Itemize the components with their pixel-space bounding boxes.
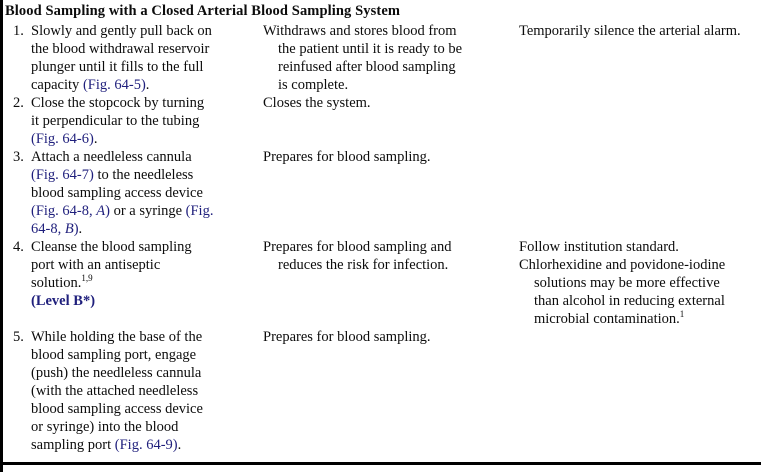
table-row bbox=[3, 148, 761, 238]
procedure-table bbox=[3, 22, 761, 454]
text-run: . bbox=[177, 437, 182, 453]
figure-link[interactable]: (Fig. 64-6) bbox=[31, 131, 94, 147]
step-text bbox=[31, 328, 214, 454]
considerations-cell bbox=[519, 238, 761, 328]
rationale-cell bbox=[255, 94, 519, 112]
figure-link[interactable]: B bbox=[64, 221, 74, 237]
rationale-cell bbox=[255, 22, 519, 94]
table-title: Blood Sampling with a Closed Arterial Blood Sampling System bbox=[5, 3, 401, 19]
text-run: Follow institution standard. bbox=[519, 239, 679, 255]
table-row bbox=[3, 238, 761, 328]
rationale-text: Prepares for blood sampling. bbox=[263, 329, 431, 345]
text-run: Chlorhexidine and povidone-iodine solutions may be more effective than alcohol in reducing external microbial contamination. bbox=[519, 257, 726, 327]
level-of-evidence-label: (Level B*) bbox=[31, 293, 96, 309]
rationale-cell bbox=[255, 148, 519, 166]
consideration-text bbox=[519, 22, 744, 40]
reference-superscript: 1 bbox=[679, 309, 685, 320]
text-run: Close the stopcock by turning it perpendicular to the tubing bbox=[31, 95, 205, 129]
reference-superscript: 1,9 bbox=[81, 273, 93, 284]
considerations-cell bbox=[519, 22, 761, 40]
table-row bbox=[3, 328, 761, 454]
text-run: to the needleless blood sampling access device bbox=[31, 167, 203, 201]
text-run: Slowly and gently pull back on the blood withdrawal reservoir plunger until it fills to the full capacity bbox=[31, 23, 212, 93]
rationale-text: Closes the system. bbox=[263, 95, 371, 111]
steps-cell bbox=[3, 22, 255, 94]
rationale-cell bbox=[255, 238, 519, 274]
figure-link[interactable]: (Fig. 64-7) bbox=[31, 167, 94, 183]
table-bottom-rule bbox=[3, 462, 761, 465]
text-run: Cleanse the blood sampling port with an antiseptic solution. bbox=[31, 239, 192, 291]
text-run: Attach a needleless cannula bbox=[31, 149, 192, 165]
rationale-text: Withdraws and stores blood from the patient until it is ready to be reinfused after blood sampling is complete. bbox=[263, 23, 463, 93]
text-run: . bbox=[78, 221, 83, 237]
steps-cell bbox=[3, 94, 255, 148]
steps-cell bbox=[3, 148, 255, 238]
text-run: While holding the base of the blood sampling port, engage (push) the needleless cannula (with the attached needleless blood sampling access device or syringe) into the blood sampling port bbox=[31, 329, 203, 453]
table-row bbox=[3, 94, 761, 148]
figure-link[interactable]: ) bbox=[73, 221, 79, 237]
figure-link[interactable]: ) bbox=[105, 203, 110, 219]
consideration-text bbox=[519, 238, 744, 256]
step-number: 1. bbox=[13, 23, 24, 39]
step-number: 2. bbox=[13, 95, 24, 111]
text-run: . bbox=[93, 131, 98, 147]
table-row bbox=[3, 22, 761, 94]
step-text bbox=[31, 148, 214, 238]
figure-link[interactable]: A bbox=[96, 203, 106, 219]
step-number: 5. bbox=[13, 329, 24, 345]
text-run: or a syringe bbox=[109, 203, 186, 219]
figure-link[interactable]: (Fig. 64-9) bbox=[114, 437, 178, 453]
figure-link[interactable]: (Fig. 64-5) bbox=[82, 77, 146, 93]
consideration-text bbox=[519, 256, 744, 328]
steps-cell bbox=[3, 238, 255, 310]
rationale-text: Prepares for blood sampling and reduces the risk for infection. bbox=[263, 239, 452, 273]
step-text bbox=[31, 94, 214, 148]
text-run: Temporarily silence the arterial alarm. bbox=[519, 23, 741, 39]
figure-link[interactable]: (Fig. 64-8, bbox=[31, 203, 214, 237]
steps-cell bbox=[3, 328, 255, 454]
figure-link[interactable]: (Fig. 64-8, bbox=[31, 203, 97, 219]
step-number: 3. bbox=[13, 149, 24, 165]
rationale-cell bbox=[255, 328, 519, 346]
step-number: 4. bbox=[13, 239, 24, 255]
step-text bbox=[31, 22, 214, 94]
step-text bbox=[31, 238, 214, 310]
text-run: . bbox=[145, 77, 150, 93]
rationale-text: Prepares for blood sampling. bbox=[263, 149, 431, 165]
